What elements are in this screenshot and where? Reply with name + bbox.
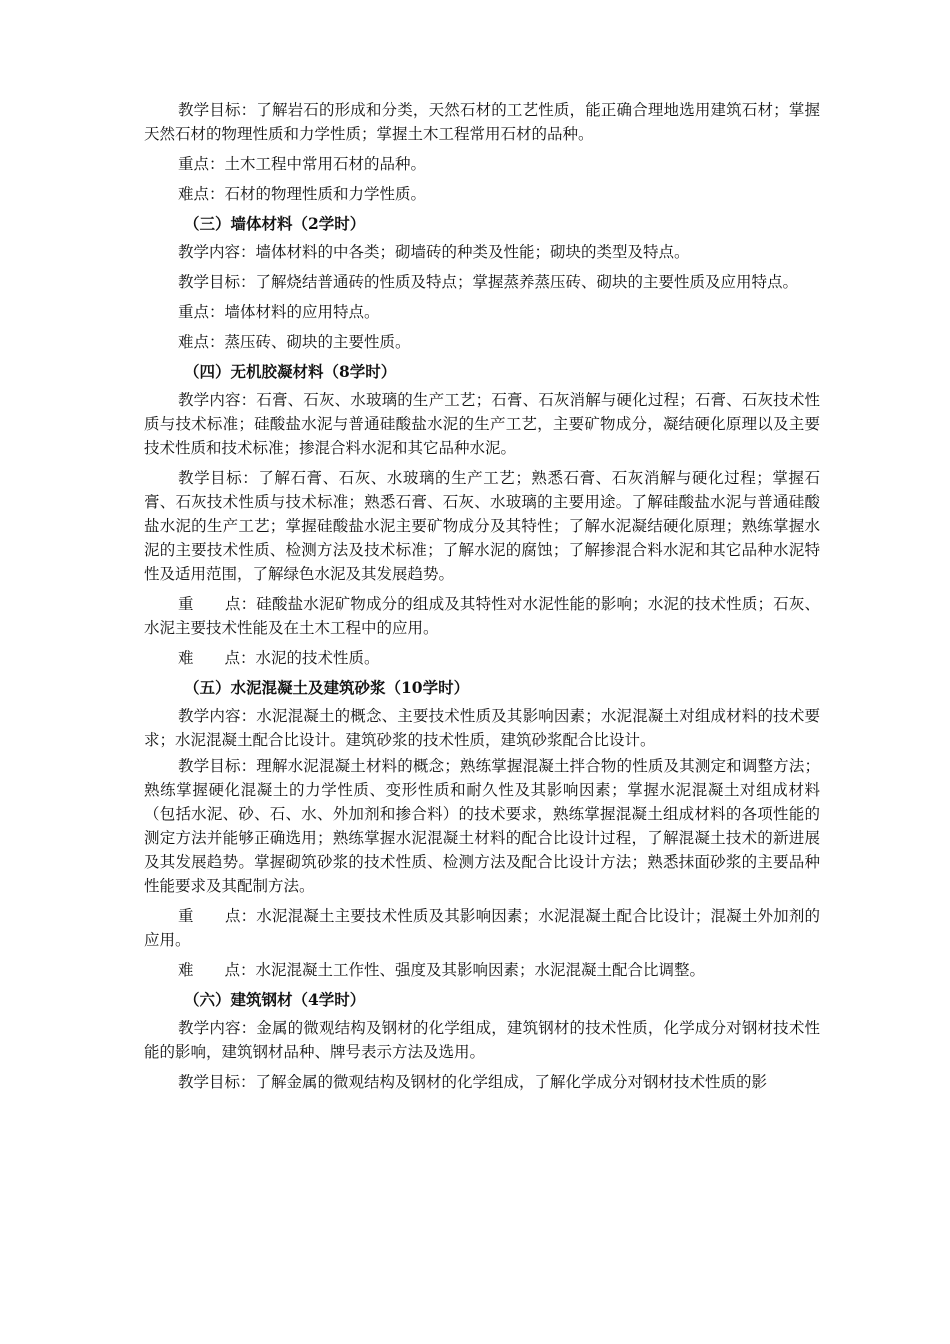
section-heading-wall-materials: （三）墙体材料（2学时） <box>184 214 366 233</box>
paragraph-wall-key-points: 重点：墙体材料的应用特点。 <box>178 303 380 321</box>
paragraph-wall-objectives: 教学目标：了解烧结普通砖的性质及特点；掌握蒸养蒸压砖、砌块的主要性质及应用特点。 <box>178 273 799 291</box>
paragraph-concrete-key-points: 重 点：水泥混凝土主要技术性质及其影响因素；水泥混凝土配合比设计；混凝土外加剂的应用。 <box>144 907 820 949</box>
paragraph-stone-difficulties: 难点：石材的物理性质和力学性质。 <box>178 185 427 203</box>
paragraph-binding-content: 教学内容：石膏、石灰、水玻璃的生产工艺；石膏、石灰消解与硬化过程；石膏、石灰技术性质与技术标准；硅酸盐水泥与普通硅酸盐水泥的生产工艺，主要矿物成分，凝结硬化原理以及主要技术性质和技术标准；掺混合料水泥和其它品种水泥。 <box>144 391 820 457</box>
paragraph-stone-objectives: 教学目标：了解岩石的形成和分类，天然石材的工艺性质，能正确合理地选用建筑石材；掌握天然石材的物理性质和力学性质；掌握土木工程常用石材的品种。 <box>144 101 820 143</box>
document-page <box>144 98 820 1100</box>
paragraph-binding-key-points: 重 点：硅酸盐水泥矿物成分的组成及其特性对水泥性能的影响；水泥的技术性质；石灰、水泥主要技术性能及在土木工程中的应用。 <box>144 595 820 637</box>
paragraph-steel-objectives: 教学目标：了解金属的微观结构及钢材的化学组成，了解化学成分对钢材技术性质的影 <box>178 1073 768 1091</box>
section-heading-binding-materials: （四）无机胶凝材料（8学时） <box>184 362 397 381</box>
paragraph-concrete-objectives: 教学目标：理解水泥混凝土材料的概念；熟练掌握混凝土拌合物的性质及其测定和调整方法；熟练掌握硬化混凝土的力学性质、变形性质和耐久性及其影响因素；掌握水泥混凝土对组成材料（包括水泥、砂、石、水、外加剂和掺合料）的技术要求，熟练掌握混凝土组成材料的各项性能的测定方法并能够正确选用；熟练掌握水泥混凝土材料的配合比设计过程，了解混凝土技术的新进展及其发展趋势。掌握砌筑砂浆的技术性质、检测方法及配合比设计方法；熟悉抹面砂浆的主要品种性能要求及其配制方法。 <box>144 757 820 895</box>
paragraph-binding-difficulties: 难 点：水泥的技术性质。 <box>178 649 380 667</box>
paragraph-concrete-content: 教学内容：水泥混凝土的概念、主要技术性质及其影响因素；水泥混凝土对组成材料的技术要求；水泥混凝土配合比设计。建筑砂浆的技术性质，建筑砂浆配合比设计。 <box>144 707 820 749</box>
paragraph-concrete-difficulties: 难 点：水泥混凝土工作性、强度及其影响因素；水泥混凝土配合比调整。 <box>178 961 706 979</box>
section-heading-steel: （六）建筑钢材（4学时） <box>184 990 366 1009</box>
paragraph-steel-content: 教学内容：金属的微观结构及钢材的化学组成，建筑钢材的技术性质，化学成分对钢材技术性能的影响，建筑钢材品种、牌号表示方法及选用。 <box>144 1019 820 1061</box>
section-heading-concrete-mortar: （五）水泥混凝土及建筑砂浆（10学时） <box>184 678 470 697</box>
paragraph-binding-objectives: 教学目标：了解石膏、石灰、水玻璃的生产工艺；熟悉石膏、石灰消解与硬化过程；掌握石膏、石灰技术性质与技术标准；熟悉石膏、石灰、水玻璃的主要用途。了解硅酸盐水泥与普通硅酸盐水泥的生产工艺；掌握硅酸盐水泥主要矿物成分及其特性；了解水泥凝结硬化原理；熟练掌握水泥的主要技术性质、检测方法及技术标准；了解水泥的腐蚀；了解掺混合料水泥和其它品种水泥特性及适用范围，了解绿色水泥及其发展趋势。 <box>144 469 820 583</box>
paragraph-stone-key-points: 重点：土木工程中常用石材的品种。 <box>178 155 427 173</box>
paragraph-wall-content: 教学内容：墙体材料的中各类；砌墙砖的种类及性能；砌块的类型及特点。 <box>178 243 690 261</box>
paragraph-wall-difficulties: 难点：蒸压砖、砌块的主要性质。 <box>178 333 411 351</box>
